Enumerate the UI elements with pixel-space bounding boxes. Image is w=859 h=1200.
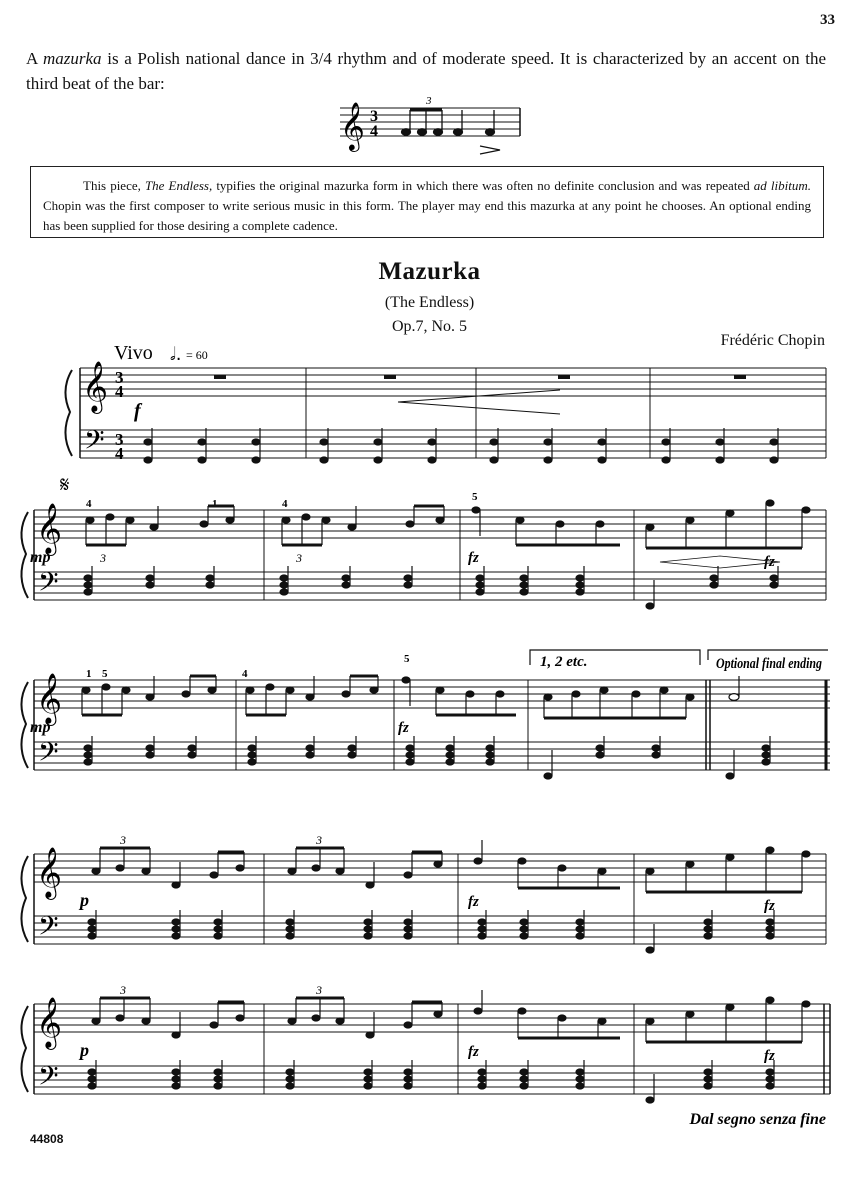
dynamic-fz: fz	[764, 554, 775, 570]
note-piece-name: The Endless,	[144, 178, 213, 193]
fingering: 4	[86, 498, 92, 510]
timesig-top: 3	[115, 368, 124, 387]
dal-segno-instruction: Dal segno senza fine	[689, 1111, 826, 1128]
example-timesig-bottom: 4	[370, 123, 378, 140]
dynamic-fz: fz	[764, 1048, 775, 1064]
dynamic-fz: fz	[468, 1044, 479, 1060]
rhythm-example	[340, 96, 530, 156]
system-5	[21, 983, 830, 1128]
dynamic-fz: fz	[468, 550, 479, 566]
triplet-label: 3	[316, 983, 322, 997]
bass-clef-icon: 𝄢	[38, 910, 59, 948]
dynamic-f: f	[134, 400, 141, 422]
treble-clef-icon: 𝄞	[36, 673, 63, 724]
intro-text-2: is a Polish national dance in 3/4 rhythm and of moderate speed. It is characterized by an accent on the third beat of the bar:	[26, 49, 826, 93]
triplet-label: 3	[120, 833, 126, 847]
dynamic-p: p	[80, 890, 89, 910]
page-number: 33	[820, 12, 835, 28]
hairpin-pair	[660, 556, 780, 568]
title-block	[0, 258, 859, 336]
dynamic-fz: fz	[468, 894, 479, 910]
treble-notes-5	[92, 990, 810, 1042]
system-2	[21, 473, 826, 609]
bass-clef-icon: 𝄢	[38, 736, 59, 774]
treble-clef-icon: 𝄞	[36, 847, 63, 898]
dynamic-fz: fz	[398, 720, 409, 736]
treble-clef-icon: 𝄞	[82, 361, 109, 412]
treble-clef-icon: 𝄞	[36, 997, 63, 1048]
whole-rest	[558, 375, 570, 379]
fingering: 4	[282, 498, 288, 510]
optional-ending-label: Optional final ending	[716, 656, 823, 672]
bass-clef-icon: 𝄢	[38, 1060, 59, 1098]
intro-text-1: A	[26, 49, 43, 68]
fingering: 1	[212, 498, 218, 510]
system-1	[65, 342, 826, 463]
dynamic-p: p	[80, 1040, 89, 1060]
system-3	[21, 650, 830, 779]
brace-icon	[65, 370, 72, 456]
note-box	[30, 166, 824, 238]
brace-icon	[21, 512, 28, 598]
piece-subtitle: (The Endless)	[384, 294, 475, 311]
triplet-label: 3	[296, 551, 302, 565]
metronome-value: = 60	[186, 348, 208, 362]
timesig-bottom: 4	[115, 382, 124, 401]
dynamic-fz: fz	[764, 898, 775, 914]
whole-rest	[734, 375, 746, 379]
treble-clef-icon: 𝄞	[340, 101, 365, 150]
tempo-marking: Vivo	[114, 342, 153, 364]
fingering: 5	[472, 491, 478, 503]
treble-notes-4	[92, 840, 810, 892]
triplet-label: 3	[120, 983, 126, 997]
dynamic-mp: mp	[30, 549, 51, 566]
system-4	[21, 833, 826, 953]
example-timesig-top: 3	[370, 108, 378, 125]
fingering: 5	[404, 653, 410, 665]
triplet-label: 3	[316, 833, 322, 847]
segno-icon: 𝄋	[60, 473, 70, 498]
bass-clef-icon: 𝄢	[84, 424, 105, 462]
intro-term: mazurka	[43, 49, 102, 68]
note-text-3: Chopin was the first composer to write serious music in this form. The player may end this mazurka at any point he chooses. An optional ending has been supplied for those desiring a complete cadence.	[43, 198, 811, 233]
volta-label: 1, 2 etc.	[540, 654, 588, 670]
composer-name: Frédéric Chopin	[720, 332, 825, 349]
whole-rest	[384, 375, 396, 379]
accent-icon	[480, 146, 500, 154]
note-text-1: This piece,	[83, 178, 145, 193]
timesig-bottom-bass: 4	[115, 444, 124, 463]
piece-title: Mazurka	[378, 258, 481, 285]
fingering: 4	[242, 668, 248, 680]
triplet-label: 3	[100, 551, 106, 565]
example-triplet-label: 3	[426, 96, 432, 107]
intro-paragraph	[26, 46, 826, 96]
bass-clef-icon: 𝄢	[38, 566, 59, 604]
opus-number: Op.7, No. 5	[391, 318, 468, 335]
dotted-half-note-icon: 𝅗𝅥.	[170, 344, 182, 365]
treble-notes-3	[82, 676, 739, 718]
note-text-2: typifies the original mazurka form in which there was often no definite conclusion and was repeated	[212, 178, 754, 193]
whole-rest	[214, 375, 226, 379]
timesig-top-bass: 3	[115, 430, 124, 449]
treble-clef-icon: 𝄞	[36, 503, 63, 554]
plate-number: 44808	[30, 1132, 64, 1146]
note-latin: ad libitum.	[753, 178, 811, 193]
brace-icon	[21, 682, 28, 768]
brace-icon	[21, 1006, 28, 1092]
fingering: 1	[86, 668, 92, 680]
fingering: 5	[102, 668, 108, 680]
dynamic-mp: mp	[30, 719, 51, 736]
score	[0, 340, 859, 1130]
decrescendo-hairpin	[398, 390, 560, 414]
brace-icon	[21, 856, 28, 942]
